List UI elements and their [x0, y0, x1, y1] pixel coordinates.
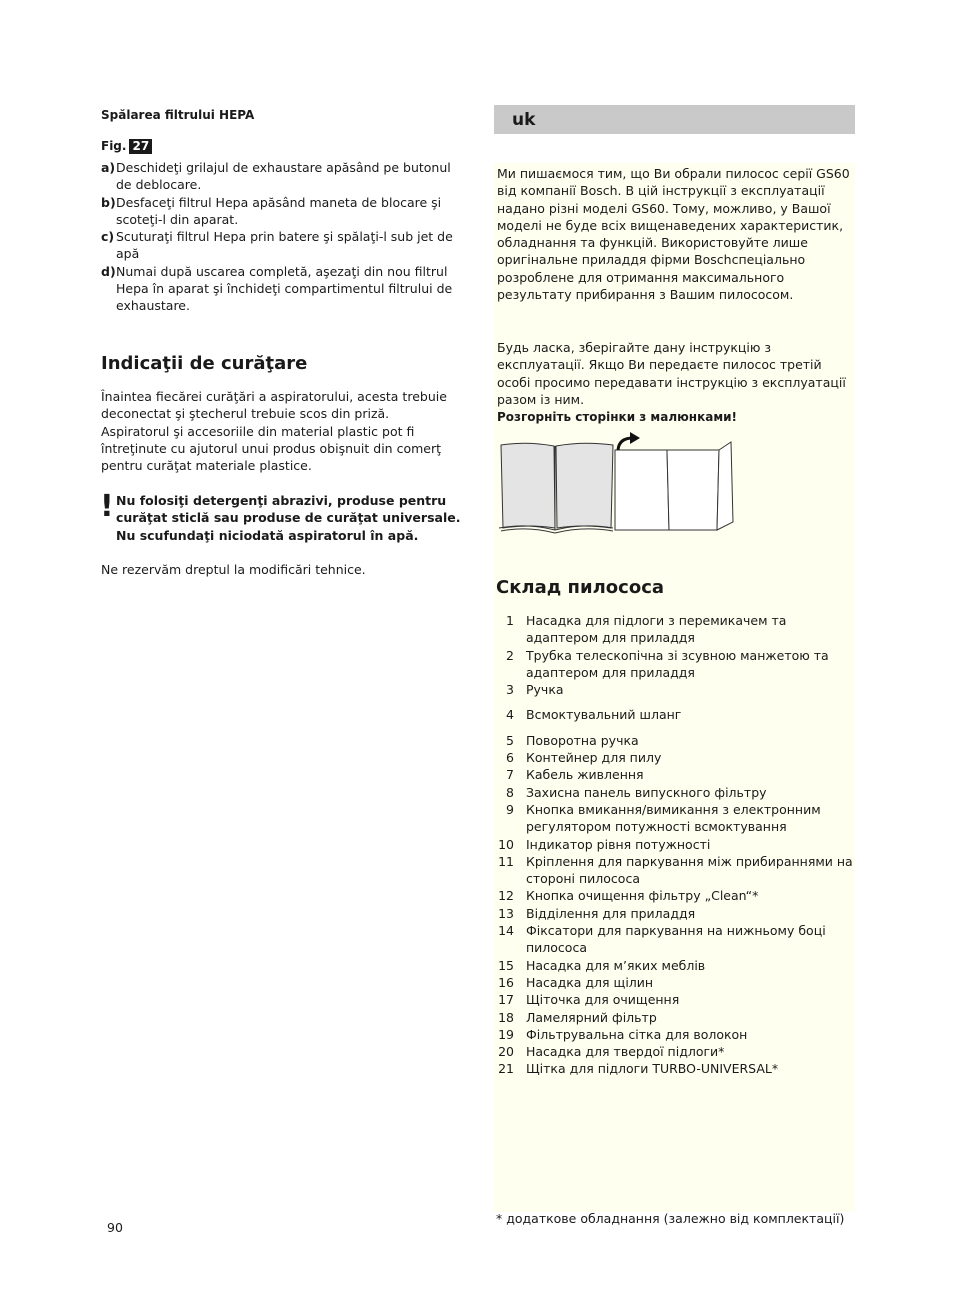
- part-number: 14: [498, 923, 514, 939]
- part-text: Кнопка очищення фільтру „Clean“*: [526, 888, 759, 904]
- part-text: Всмоктувальний шланг: [526, 707, 682, 723]
- unfold-pages-label: Розгорніть сторінки з малюнками!: [497, 410, 738, 424]
- parts-list-item: [497, 905, 855, 922]
- part-text: Щітка для підлоги TURBO-UNIVERSAL*: [526, 1061, 779, 1077]
- parts-list-item: [497, 991, 855, 1008]
- parts-list-item: [497, 836, 855, 853]
- part-number: 2: [506, 647, 514, 663]
- part-number: 19: [498, 1026, 514, 1042]
- parts-list-item: [497, 1060, 855, 1077]
- part-number: 13: [498, 905, 514, 921]
- step-text: Desfaceţi filtrul Hepa apăsând maneta de blocare şi scoteţi-l din aparat.: [116, 194, 442, 227]
- step-item: [101, 194, 461, 229]
- parts-heading: Склад пилососа: [496, 577, 665, 598]
- part-number: 7: [506, 767, 514, 783]
- parts-list-item: [497, 681, 855, 698]
- part-text: Щіточка для очищення: [526, 992, 680, 1008]
- step-label: a): [101, 160, 116, 175]
- step-item: [101, 228, 461, 263]
- language-header-bar: [494, 105, 855, 134]
- parts-list-item: [497, 706, 855, 723]
- part-text: Фіксатори для паркування на нижньому боці пилососа: [526, 923, 826, 956]
- part-text: Поворотна ручка: [526, 732, 639, 748]
- step-item: [101, 263, 461, 315]
- page-number: 90: [107, 1220, 123, 1235]
- step-text: Numai după uscarea completă, aşezaţi din nou filtrul Hepa în aparat şi închideţi compartimentul filtrului de exhaustare.: [116, 263, 453, 314]
- part-text: Фільтрувальна сітка для волокон: [526, 1026, 748, 1042]
- parts-list-item: [497, 801, 855, 836]
- warning-text: Nu folosiţi detergenţi abrazivi, produse pentru curăţat sticlă sau produse de curăţat universale. Nu scufundaţi niciodată aspiratorul în apă.: [116, 493, 461, 543]
- hepa-steps-list: [101, 159, 461, 315]
- intro-paragraph-1: Ми пишаємося тим, що Ви обрали пилосос серії GS60 від компанії Bosch. В цій інструкції з експлуатації надано різні моделі GS60. Тому, можливо, у Вашої моделі не буде всіх вищенаведених характеристик, обладнання та функцій. Використовуйте лише оригінальне приладдя фірми Boschспеціально розроблене для отримання максимального результату прибирання з Вашим пилососом.: [497, 166, 850, 303]
- step-label: b): [101, 194, 116, 210]
- parts-list-item: [497, 749, 855, 766]
- part-text: Насадка для м’яких меблів: [526, 957, 706, 973]
- parts-list-item: [497, 922, 855, 957]
- footnote: * додаткове обладнання (залежно від комплектації): [496, 1211, 845, 1226]
- part-text: Трубка телескопічна зі зсувною манжетою та адаптером для приладдя: [526, 647, 829, 680]
- warning-note: [100, 489, 461, 544]
- step-label: c): [101, 229, 115, 245]
- parts-list-item: [497, 1043, 855, 1060]
- part-number: 1: [506, 613, 514, 628]
- intro-paragraph-2: Будь ласка, зберігайте дану інструкцію з експлуатації. Якщо Ви передаєте пилосос третій особі просимо передавати інструкцію з експлуатації разом із ним.: [497, 340, 846, 407]
- step-label: d): [101, 263, 116, 279]
- part-number: 11: [498, 853, 514, 869]
- part-text: Насадка для твердої підлоги*: [526, 1044, 725, 1060]
- part-text: Відділення для приладдя: [526, 905, 696, 921]
- part-text: Насадка для підлоги з перемикачем та адаптером для приладдя: [526, 613, 787, 646]
- parts-list-item: [497, 784, 855, 801]
- parts-list-item: [497, 766, 855, 783]
- part-number: 3: [506, 682, 514, 698]
- language-code: uk: [512, 110, 536, 130]
- part-number: 5: [506, 732, 514, 748]
- step-item: [101, 159, 461, 194]
- part-number: 17: [498, 992, 514, 1008]
- reserve-rights-text: Ne rezervăm dreptul la modificări tehnice.: [101, 562, 366, 577]
- part-number: 16: [498, 974, 514, 990]
- part-text: Кріплення для паркування між прибираннями на стороні пилососа: [526, 853, 853, 887]
- part-text: Контейнер для пилу: [526, 750, 662, 766]
- part-text: Індикатор рівня потужності: [526, 836, 711, 852]
- parts-list-item: [497, 957, 855, 974]
- figure-label: Fig.: [101, 139, 127, 153]
- part-text: Насадка для щілин: [526, 974, 654, 990]
- part-number: 20: [498, 1044, 514, 1060]
- step-text: Scuturaţi filtrul Hepa prin batere şi spălaţi-l sub jet de apă: [116, 229, 453, 262]
- figure-reference: [101, 139, 152, 154]
- part-text: Захисна панель випускного фільтру: [526, 784, 767, 800]
- parts-list: [497, 612, 855, 1078]
- parts-list-item: [497, 887, 855, 904]
- parts-list-item: [497, 1026, 855, 1043]
- parts-list-item: [497, 647, 855, 682]
- part-text: Кнопка вмикання/вимикання з електронним регулятором потужності всмоктування: [526, 801, 821, 835]
- part-number: 12: [498, 888, 514, 904]
- part-number: 6: [506, 750, 514, 766]
- part-text: Ламелярний фільтр: [526, 1009, 657, 1025]
- unfold-pages-icon: [497, 432, 737, 534]
- cleaning-heading: Indicaţii de curăţare: [101, 353, 308, 374]
- part-text: Кабель живлення: [526, 767, 644, 783]
- parts-list-item: [497, 974, 855, 991]
- part-number: 8: [506, 784, 514, 800]
- part-number: 21: [498, 1061, 514, 1077]
- parts-list-item: [497, 853, 855, 888]
- step-text: Deschideţi grilajul de exhaustare apăsând pe butonul de deblocare.: [116, 160, 451, 193]
- part-number: 18: [498, 1009, 514, 1025]
- part-text: Ручка: [526, 682, 564, 698]
- hepa-section-title: Spălarea filtrului HEPA: [101, 108, 255, 122]
- parts-list-item: [497, 612, 855, 647]
- exclamation-icon: !: [100, 489, 114, 524]
- part-number: 10: [498, 836, 514, 852]
- part-number: 4: [506, 707, 514, 723]
- parts-list-item: [497, 732, 855, 749]
- part-number: 9: [506, 801, 514, 817]
- part-number: 15: [498, 957, 514, 973]
- parts-list-item: [497, 1009, 855, 1026]
- cleaning-paragraph: Înaintea fiecărei curăţări a aspiratorului, acesta trebuie deconectat şi ştecherul trebuie scos din priză. Aspiratorul şi accesoriile din material plastic pot fi întreţinute cu ajutorul unui produs obişnuit din comerţ pentru curăţat materiale plastice.: [101, 389, 447, 474]
- figure-number-badge: 27: [129, 139, 152, 154]
